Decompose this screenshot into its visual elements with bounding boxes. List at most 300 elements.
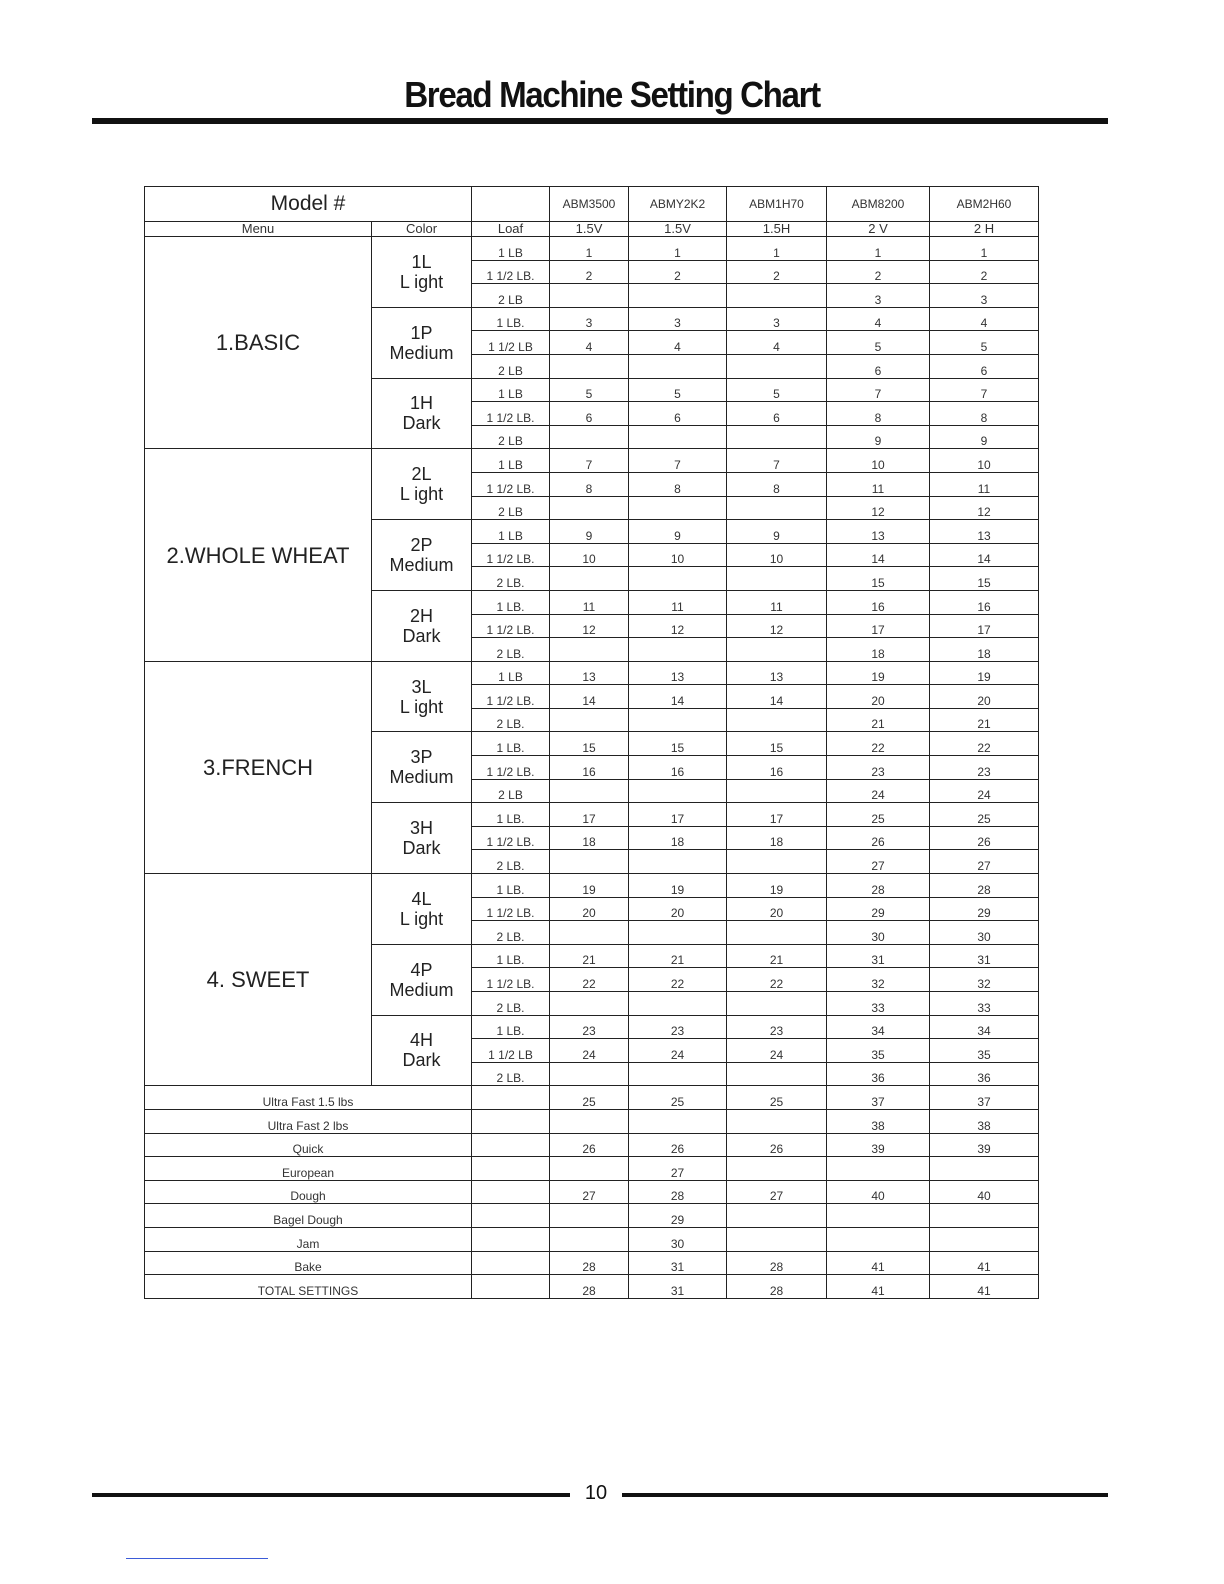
setting-value: 32 <box>827 968 930 992</box>
color-name: Dark <box>402 1050 441 1071</box>
setting-value: 24 <box>727 1039 827 1063</box>
setting-value: 6 <box>827 354 930 378</box>
setting-value: 22 <box>550 968 629 992</box>
color-cell <box>372 520 472 591</box>
bottom-blue-line <box>126 1558 268 1559</box>
loaf-size: 1 LB. <box>472 874 550 898</box>
footer-rule-left <box>92 1493 570 1497</box>
loaf-size: 1 1/2 LB <box>472 1039 550 1063</box>
setting-value: 26 <box>827 826 930 850</box>
setting-value: 6 <box>930 354 1039 378</box>
loaf-blank <box>472 1180 550 1204</box>
setting-value <box>727 992 827 1016</box>
setting-value: 8 <box>827 402 930 426</box>
setting-value: 21 <box>827 708 930 732</box>
model-name: ABM1H70 <box>727 187 827 222</box>
loaf-size: 2 LB <box>472 425 550 449</box>
model-name: ABMY2K2 <box>629 187 727 222</box>
setting-value: 28 <box>727 1275 827 1299</box>
setting-value <box>727 567 827 591</box>
setting-value: 28 <box>827 874 930 898</box>
setting-value <box>629 992 727 1016</box>
loaf-size: 1 1/2 LB. <box>472 543 550 567</box>
setting-value: 20 <box>827 685 930 709</box>
setting-value: 24 <box>629 1039 727 1063</box>
setting-value: 40 <box>827 1180 930 1204</box>
color-name: L ight <box>399 696 444 717</box>
loaf-blank <box>472 1227 550 1251</box>
setting-value: 7 <box>930 378 1039 402</box>
color-code: 2P <box>410 535 433 556</box>
color-code: 1L <box>411 251 432 272</box>
setting-value <box>629 284 727 308</box>
setting-value: 9 <box>727 520 827 544</box>
setting-value: 21 <box>930 708 1039 732</box>
setting-value <box>727 496 827 520</box>
table-row <box>145 1204 1039 1228</box>
setting-value: 11 <box>550 590 629 614</box>
setting-value: 4 <box>827 307 930 331</box>
setting-value: 22 <box>930 732 1039 756</box>
color-cell <box>372 1015 472 1086</box>
setting-value: 15 <box>629 732 727 756</box>
setting-value <box>550 638 629 662</box>
loaf-size: 1 1/2 LB. <box>472 472 550 496</box>
setting-value: 2 <box>727 260 827 284</box>
footer-rule-right <box>622 1493 1108 1497</box>
setting-value <box>727 1109 827 1133</box>
setting-value: 3 <box>930 284 1039 308</box>
setting-value: 34 <box>930 1015 1039 1039</box>
color-name: Dark <box>402 838 441 859</box>
setting-value: 34 <box>827 1015 930 1039</box>
setting-value: 16 <box>550 756 629 780</box>
setting-value: 36 <box>930 1062 1039 1086</box>
setting-value: 18 <box>827 638 930 662</box>
program-label: Ultra Fast 1.5 lbs <box>145 1086 472 1110</box>
setting-value: 12 <box>550 614 629 638</box>
setting-value: 1 <box>550 237 629 261</box>
setting-value: 9 <box>930 425 1039 449</box>
color-cell <box>372 732 472 803</box>
setting-value <box>550 779 629 803</box>
setting-value: 31 <box>930 944 1039 968</box>
setting-value: 13 <box>550 661 629 685</box>
setting-value: 1 <box>827 237 930 261</box>
loaf-size: 1 1/2 LB. <box>472 614 550 638</box>
page-title: Bread Machine Setting Chart <box>404 74 820 115</box>
color-code: 4L <box>411 888 432 909</box>
setting-value: 19 <box>629 874 727 898</box>
setting-value: 6 <box>629 402 727 426</box>
loaf-size: 2 LB <box>472 496 550 520</box>
setting-value: 3 <box>827 284 930 308</box>
setting-value: 19 <box>550 874 629 898</box>
setting-value: 4 <box>930 307 1039 331</box>
table-row <box>145 874 1039 898</box>
setting-value <box>550 1157 629 1181</box>
setting-value <box>727 1157 827 1181</box>
setting-value <box>550 567 629 591</box>
color-cell <box>372 449 472 520</box>
setting-value: 9 <box>827 425 930 449</box>
setting-value <box>629 921 727 945</box>
setting-value <box>827 1227 930 1251</box>
color-name: Medium <box>389 555 454 576</box>
loaf-size: 1 1/2 LB. <box>472 402 550 426</box>
setting-value <box>727 1227 827 1251</box>
menu-label: 2.WHOLE WHEAT <box>145 449 372 661</box>
loaf-size: 2 LB. <box>472 1062 550 1086</box>
setting-value: 5 <box>629 378 727 402</box>
loaf-blank <box>472 1275 550 1299</box>
setting-value: 4 <box>727 331 827 355</box>
setting-value: 31 <box>629 1251 727 1275</box>
loaf-size: 2 LB. <box>472 921 550 945</box>
loaf-blank <box>472 1157 550 1181</box>
setting-value: 2 <box>550 260 629 284</box>
setting-value: 21 <box>629 944 727 968</box>
setting-value: 28 <box>550 1275 629 1299</box>
setting-value: 25 <box>827 803 930 827</box>
color-code: 3P <box>410 747 433 768</box>
loaf-size: 1 1/2 LB. <box>472 826 550 850</box>
setting-value: 15 <box>930 567 1039 591</box>
color-cell <box>372 378 472 449</box>
setting-value <box>727 284 827 308</box>
setting-value: 19 <box>930 661 1039 685</box>
setting-value: 23 <box>629 1015 727 1039</box>
table-row <box>145 1133 1039 1157</box>
setting-value <box>629 425 727 449</box>
color-name: Dark <box>402 413 441 434</box>
setting-value: 9 <box>550 520 629 544</box>
setting-value: 10 <box>629 543 727 567</box>
setting-value <box>629 779 727 803</box>
setting-value: 41 <box>930 1251 1039 1275</box>
setting-value: 29 <box>629 1204 727 1228</box>
setting-value: 28 <box>727 1251 827 1275</box>
setting-value: 39 <box>827 1133 930 1157</box>
page-number: 10 <box>584 1482 608 1504</box>
loaf-blank <box>472 1086 550 1110</box>
setting-value: 17 <box>827 614 930 638</box>
setting-value: 1 <box>629 237 727 261</box>
model-name: ABM2H60 <box>930 187 1039 222</box>
setting-value: 10 <box>930 449 1039 473</box>
loaf-size: 1 1/2 LB. <box>472 968 550 992</box>
setting-value: 16 <box>727 756 827 780</box>
setting-value: 12 <box>827 496 930 520</box>
setting-value <box>550 1204 629 1228</box>
color-cell <box>372 874 472 945</box>
setting-value: 10 <box>827 449 930 473</box>
setting-value: 27 <box>930 850 1039 874</box>
loaf-size: 2 LB <box>472 779 550 803</box>
setting-value: 9 <box>629 520 727 544</box>
loaf-size: 2 LB. <box>472 850 550 874</box>
setting-value: 5 <box>827 331 930 355</box>
color-cell <box>372 944 472 1015</box>
loaf-size: 2 LB <box>472 284 550 308</box>
setting-value <box>550 1109 629 1133</box>
setting-value: 24 <box>930 779 1039 803</box>
loaf-size: 1 1/2 LB. <box>472 685 550 709</box>
model-size: 2 V <box>827 222 930 237</box>
setting-value: 41 <box>827 1275 930 1299</box>
table-row <box>145 237 1039 261</box>
loaf-size: 1 LB <box>472 237 550 261</box>
setting-value: 27 <box>727 1180 827 1204</box>
setting-value: 33 <box>930 992 1039 1016</box>
setting-value: 15 <box>827 567 930 591</box>
color-cell <box>372 590 472 661</box>
setting-value: 14 <box>629 685 727 709</box>
setting-value: 7 <box>550 449 629 473</box>
loaf-size: 1 1/2 LB. <box>472 897 550 921</box>
setting-value: 6 <box>727 402 827 426</box>
setting-value: 33 <box>827 992 930 1016</box>
setting-value: 6 <box>550 402 629 426</box>
setting-value <box>629 1062 727 1086</box>
setting-value: 10 <box>550 543 629 567</box>
model-size: 1.5V <box>629 222 727 237</box>
setting-value: 14 <box>550 685 629 709</box>
setting-value <box>550 284 629 308</box>
loaf-size: 1 LB. <box>472 803 550 827</box>
loaf-size: 2 LB. <box>472 708 550 732</box>
color-code: 1H <box>409 393 433 414</box>
setting-chart-table <box>144 186 1039 1299</box>
loaf-size: 1 1/2 LB. <box>472 756 550 780</box>
loaf-size: 2 LB. <box>472 638 550 662</box>
loaf-size: 1 LB. <box>472 732 550 756</box>
setting-value <box>550 354 629 378</box>
setting-value: 30 <box>930 921 1039 945</box>
setting-value: 26 <box>727 1133 827 1157</box>
setting-value: 30 <box>629 1227 727 1251</box>
program-label: TOTAL SETTINGS <box>145 1275 472 1299</box>
setting-value: 11 <box>930 472 1039 496</box>
table-row <box>145 1180 1039 1204</box>
setting-value <box>827 1204 930 1228</box>
color-code: 3L <box>411 676 432 697</box>
loaf-size: 1 LB. <box>472 944 550 968</box>
setting-value <box>629 1109 727 1133</box>
setting-value: 7 <box>827 378 930 402</box>
color-header: Color <box>372 222 472 237</box>
setting-value: 13 <box>629 661 727 685</box>
loaf-blank <box>472 1133 550 1157</box>
setting-value: 31 <box>827 944 930 968</box>
setting-value: 23 <box>550 1015 629 1039</box>
color-name: Dark <box>402 625 441 646</box>
loaf-size: 1 LB <box>472 661 550 685</box>
setting-value <box>550 1062 629 1086</box>
table-row <box>145 1227 1039 1251</box>
setting-value <box>930 1157 1039 1181</box>
setting-value: 29 <box>827 897 930 921</box>
setting-value: 16 <box>827 590 930 614</box>
setting-value <box>629 354 727 378</box>
table-row <box>145 449 1039 473</box>
setting-value: 22 <box>727 968 827 992</box>
setting-value: 5 <box>930 331 1039 355</box>
setting-value: 2 <box>930 260 1039 284</box>
setting-value <box>930 1204 1039 1228</box>
setting-value <box>550 708 629 732</box>
color-name: L ight <box>399 271 444 292</box>
setting-value <box>629 496 727 520</box>
setting-value: 17 <box>930 614 1039 638</box>
setting-value <box>550 425 629 449</box>
setting-value: 18 <box>930 638 1039 662</box>
setting-value <box>550 992 629 1016</box>
loaf-size: 1 1/2 LB <box>472 331 550 355</box>
setting-value: 28 <box>550 1251 629 1275</box>
color-name: Medium <box>389 342 454 363</box>
loaf-size: 1 LB <box>472 520 550 544</box>
setting-value: 24 <box>827 779 930 803</box>
setting-value <box>727 354 827 378</box>
model-label: Model # <box>145 187 472 222</box>
loaf-size: 1 LB <box>472 449 550 473</box>
program-label: Ultra Fast 2 lbs <box>145 1109 472 1133</box>
setting-value: 32 <box>930 968 1039 992</box>
program-label: Dough <box>145 1180 472 1204</box>
loaf-size: 1 1/2 LB. <box>472 260 550 284</box>
header-model-row <box>145 187 1039 222</box>
setting-value: 37 <box>930 1086 1039 1110</box>
setting-value <box>727 779 827 803</box>
setting-value: 10 <box>727 543 827 567</box>
program-label: Quick <box>145 1133 472 1157</box>
loaf-size: 1 LB <box>472 378 550 402</box>
setting-value: 17 <box>629 803 727 827</box>
header-sub-row <box>145 222 1039 237</box>
setting-value: 11 <box>629 590 727 614</box>
setting-value <box>727 708 827 732</box>
setting-value: 25 <box>930 803 1039 827</box>
setting-value: 18 <box>629 826 727 850</box>
setting-value <box>550 496 629 520</box>
setting-value: 11 <box>827 472 930 496</box>
setting-value: 4 <box>550 331 629 355</box>
model-name: ABM8200 <box>827 187 930 222</box>
menu-label: 4. SWEET <box>145 874 372 1086</box>
setting-value: 38 <box>827 1109 930 1133</box>
setting-value: 18 <box>727 826 827 850</box>
setting-value <box>629 567 727 591</box>
setting-value: 8 <box>550 472 629 496</box>
program-label: Bagel Dough <box>145 1204 472 1228</box>
setting-value: 7 <box>727 449 827 473</box>
setting-value <box>727 850 827 874</box>
setting-value: 30 <box>827 921 930 945</box>
menu-header: Menu <box>145 222 372 237</box>
color-name: L ight <box>399 908 444 929</box>
model-size: 1.5V <box>550 222 629 237</box>
setting-value: 24 <box>550 1039 629 1063</box>
setting-value <box>629 850 727 874</box>
color-code: 2H <box>409 605 433 626</box>
setting-value <box>930 1227 1039 1251</box>
setting-value <box>629 708 727 732</box>
color-code: 4P <box>410 959 433 980</box>
loaf-header: Loaf <box>472 222 550 237</box>
table-row <box>145 661 1039 685</box>
setting-value: 38 <box>930 1109 1039 1133</box>
setting-value: 17 <box>550 803 629 827</box>
setting-value: 3 <box>550 307 629 331</box>
setting-value: 25 <box>727 1086 827 1110</box>
color-name: Medium <box>389 979 454 1000</box>
setting-value: 5 <box>550 378 629 402</box>
setting-value: 23 <box>930 756 1039 780</box>
color-cell <box>372 307 472 378</box>
setting-value <box>727 1204 827 1228</box>
setting-value: 20 <box>550 897 629 921</box>
setting-value: 20 <box>629 897 727 921</box>
table-row <box>145 1157 1039 1181</box>
menu-label: 3.FRENCH <box>145 661 372 873</box>
setting-value: 41 <box>827 1251 930 1275</box>
setting-value: 15 <box>727 732 827 756</box>
setting-value: 27 <box>550 1180 629 1204</box>
setting-value: 16 <box>930 590 1039 614</box>
color-name: Medium <box>389 767 454 788</box>
setting-value <box>550 921 629 945</box>
setting-value: 35 <box>930 1039 1039 1063</box>
loaf-size: 1 LB. <box>472 1015 550 1039</box>
setting-value: 14 <box>827 543 930 567</box>
setting-value: 5 <box>727 378 827 402</box>
loaf-size: 1 LB. <box>472 307 550 331</box>
setting-value: 8 <box>930 402 1039 426</box>
setting-value: 26 <box>629 1133 727 1157</box>
setting-value: 23 <box>727 1015 827 1039</box>
setting-value <box>727 638 827 662</box>
setting-value <box>727 921 827 945</box>
setting-value: 22 <box>629 968 727 992</box>
setting-value: 13 <box>930 520 1039 544</box>
color-cell <box>372 661 472 732</box>
setting-value <box>629 638 727 662</box>
loaf-blank <box>472 1204 550 1228</box>
setting-value: 23 <box>827 756 930 780</box>
title-rule <box>92 118 1108 124</box>
setting-value: 14 <box>727 685 827 709</box>
setting-value: 20 <box>930 685 1039 709</box>
loaf-size: 2 LB. <box>472 567 550 591</box>
color-code: 1P <box>410 322 433 343</box>
setting-value: 3 <box>727 307 827 331</box>
setting-value: 1 <box>727 237 827 261</box>
setting-value: 8 <box>629 472 727 496</box>
model-size: 1.5H <box>727 222 827 237</box>
table-row <box>145 1275 1039 1299</box>
menu-label: 1.BASIC <box>145 237 372 449</box>
program-label: Bake <box>145 1251 472 1275</box>
loaf-blank <box>472 1251 550 1275</box>
setting-value: 3 <box>629 307 727 331</box>
loaf-blank <box>472 1109 550 1133</box>
loaf-header-blank <box>472 187 550 222</box>
color-cell <box>372 237 472 308</box>
model-name: ABM3500 <box>550 187 629 222</box>
program-label: European <box>145 1157 472 1181</box>
setting-value: 4 <box>629 331 727 355</box>
